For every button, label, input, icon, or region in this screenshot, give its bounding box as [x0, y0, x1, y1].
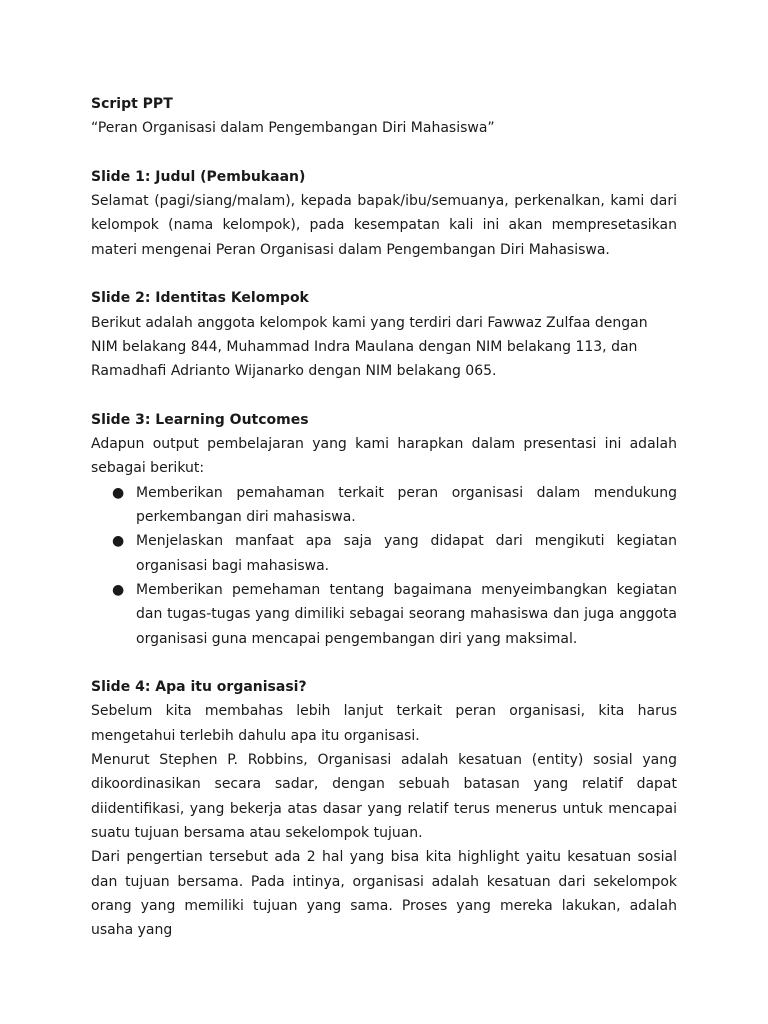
bullet-dot-icon: ● — [112, 484, 125, 501]
section-paragraph: Adapun output pembelajaran yang kami harapkan dalam presentasi ini adalah sebagai berikut: — [91, 436, 677, 477]
list-item-text: Memberikan pemehaman tentang bagaimana menyeimbangkan kegiatan dan tugas-tugas yang dimiliki sebagai seorang mahasiswa dan juga anggota organisasi guna mencapai pengembangan diri yang maksimal. — [136, 581, 677, 647]
section-paragraph: Dari pengertian tersebut ada 2 hal yang bisa kita highlight yaitu kesatuan sosial dan tujuan bersama. Pada intinya, organisasi adalah kesatuan dari sekelompok orang yang memiliki tujuan yang sama. Proses yang mereka lakukan, adalah usaha yang — [91, 849, 677, 939]
section-paragraph: Selamat (pagi/siang/malam), kepada bapak/ibu/semuanya, perkenalkan, kami dari kelompok (nama kelompok), pada kesempatan kali ini akan mempresetasikan materi mengenai Peran Organisasi dalam Pengembangan Diri Mahasiswa. — [91, 193, 677, 258]
section-slide-1 — [91, 165, 677, 262]
section-heading: Slide 4: Apa itu organisasi? — [91, 679, 307, 696]
document-page — [91, 92, 677, 942]
section-slide-2 — [91, 286, 677, 383]
section-heading: Slide 1: Judul (Pembukaan) — [91, 168, 306, 185]
learning-outcomes-list — [91, 481, 677, 651]
list-item — [91, 578, 677, 651]
document-subtitle: “Peran Organisasi dalam Pengembangan Diri Mahasiswa” — [91, 120, 495, 137]
list-item — [91, 481, 677, 530]
section-slide-3 — [91, 408, 677, 651]
section-heading: Slide 3: Learning Outcomes — [91, 411, 309, 428]
bullet-dot-icon: ● — [112, 533, 125, 550]
document-title: Script PPT — [91, 96, 173, 112]
bullet-dot-icon: ● — [112, 581, 125, 598]
section-slide-4 — [91, 675, 677, 942]
list-item — [91, 529, 677, 578]
section-paragraph: Berikut adalah anggota kelompok kami yang terdiri dari Fawwaz Zulfaa dengan NIM belakang 844, Muhammad Indra Maulana dengan NIM belakang 113, dan Ramadhafi Adrianto Wijanarko dengan NIM belakang 065. — [91, 314, 648, 380]
section-heading: Slide 2: Identitas Kelompok — [91, 290, 309, 307]
section-paragraph: Menurut Stephen P. Robbins, Organisasi adalah kesatuan (entity) sosial yang dikoordinasikan secara sadar, dengan sebuah batasan yang relatif dapat diidentifikasi, yang bekerja atas dasar yang relatif terus menerus untuk mencapai suatu tujuan bersama atau sekelompok tujuan. — [91, 752, 677, 841]
list-item-text: Memberikan pemahaman terkait peran organisasi dalam mendukung perkembangan diri mahasiswa. — [136, 484, 677, 526]
list-item-text: Menjelaskan manfaat apa saja yang didapat dari mengikuti kegiatan organisasi bagi mahasiswa. — [136, 533, 677, 574]
section-paragraph: Sebelum kita membahas lebih lanjut terkait peran organisasi, kita harus mengetahui terlebih dahulu apa itu organisasi. — [91, 703, 677, 744]
